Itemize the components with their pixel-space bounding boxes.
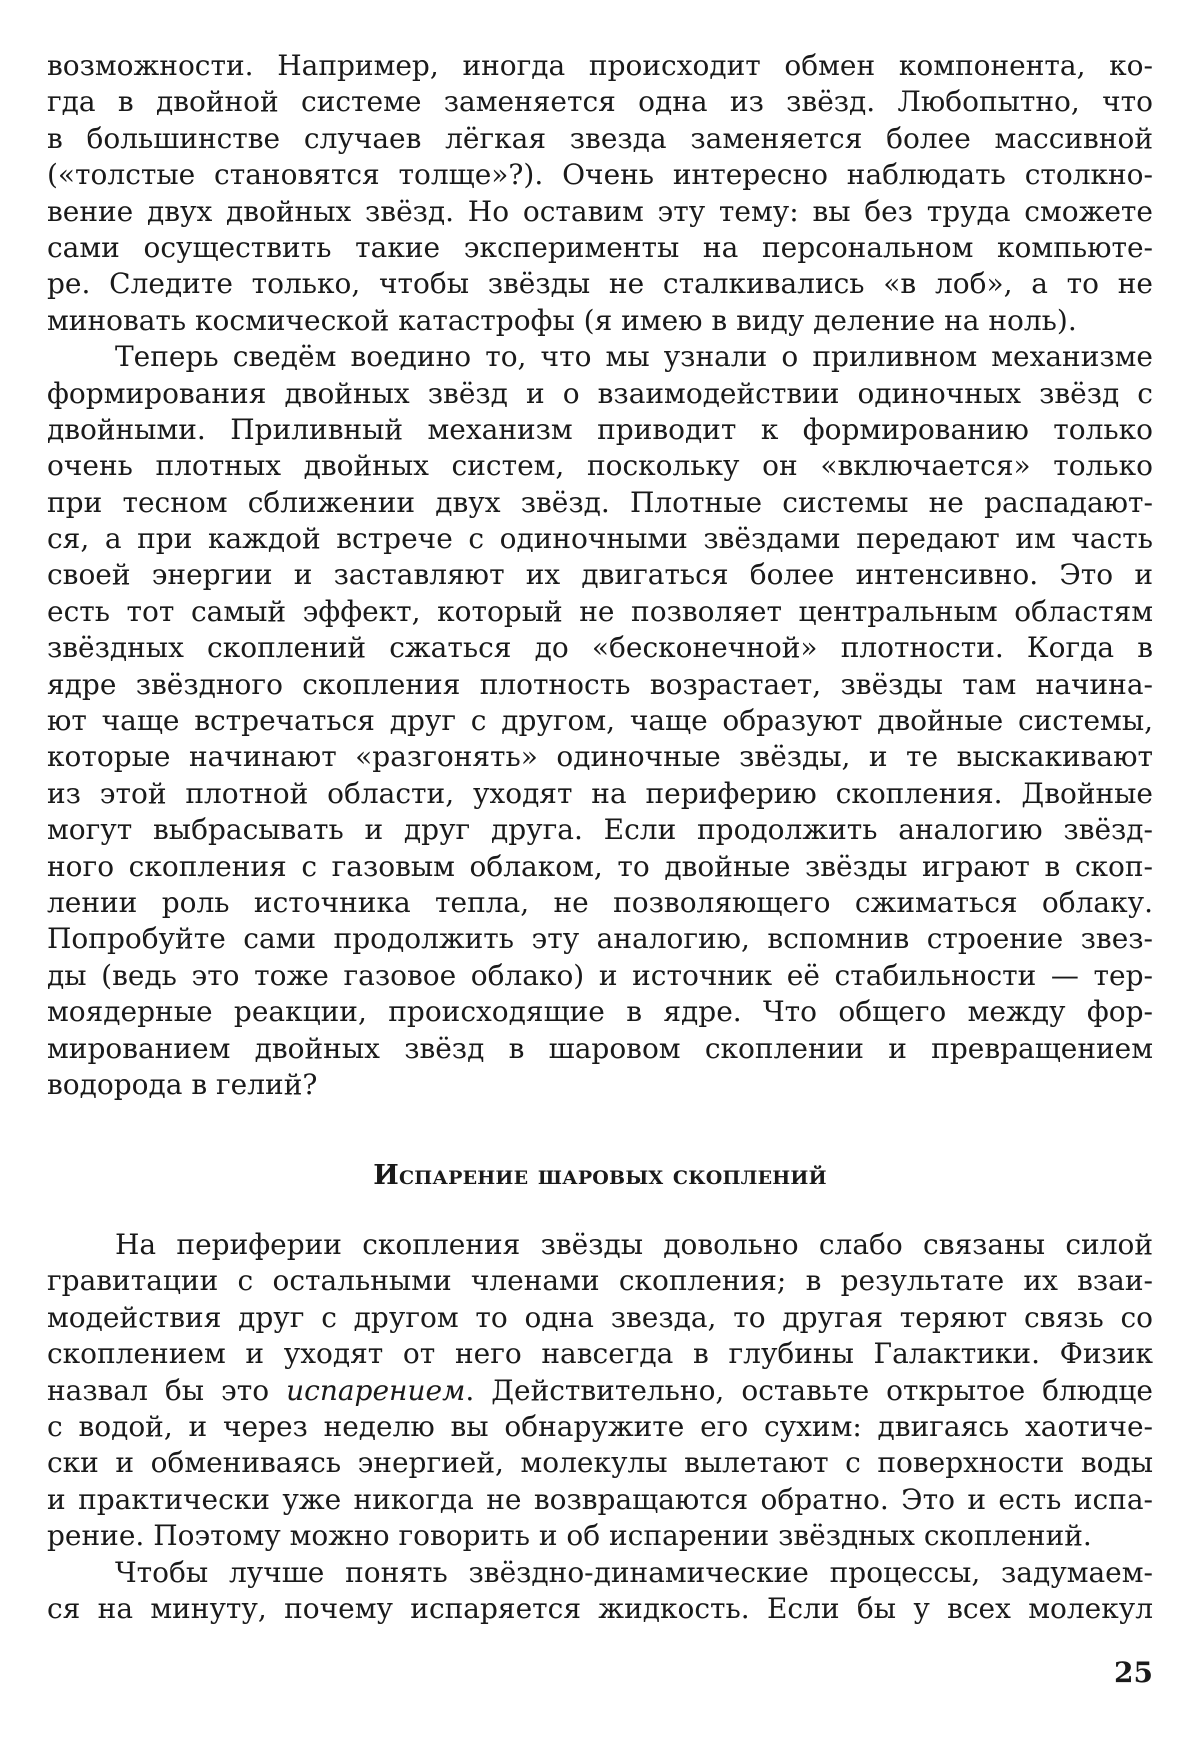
emphasized-term: испарением — [286, 1374, 465, 1407]
text-line: Чтобы лучше понять звёздно-динамические процессы, задумаем- — [47, 1555, 1153, 1591]
text-line: ного скопления с газовым облаком, то двойные звёзды играют в скоп- — [47, 849, 1153, 885]
text-line: очень плотных двойных систем, поскольку он «включается» только — [47, 448, 1153, 484]
text-line: ски и обмениваясь энергией, молекулы вылетают с поверхности воды — [47, 1445, 1153, 1481]
text-line: двойными. Приливный механизм приводит к формированию только — [47, 412, 1153, 448]
text-line: своей энергии и заставляют их двигаться более интенсивно. Это и — [47, 557, 1153, 593]
text-line: есть тот самый эффект, который не позволяет центральным областям — [47, 594, 1153, 630]
paragraph-tidal-mechanism — [47, 339, 1153, 1103]
page-number: 25 — [1114, 1656, 1153, 1689]
text-block-bottom — [47, 1227, 1153, 1627]
text-line: могут выбрасывать и друг друга. Если продолжить аналогию звёзд- — [47, 812, 1153, 848]
text-line: скоплением и уходят от него навсегда в глубины Галактики. Физик — [47, 1336, 1153, 1372]
text-line: ся на минуту, почему испаряется жидкость. Если бы у всех молекул — [47, 1591, 1153, 1627]
text-line: ют чаще встречаться друг с другом, чаще образуют двойные системы, — [47, 703, 1153, 739]
text-line: и практически уже никогда не возвращаются обратно. Это и есть испа- — [47, 1482, 1153, 1518]
book-page — [0, 0, 1200, 1737]
text-line: моядерные реакции, происходящие в ядре. Что общего между фор- — [47, 994, 1153, 1030]
text-line: с водой, и через неделю вы обнаружите его сухим: двигаясь хаотиче- — [47, 1409, 1153, 1445]
text-line: модействия друг с другом то одна звезда, то другая теряют связь со — [47, 1300, 1153, 1336]
text-line: миновать космической катастрофы (я имею в виду деление на ноль). — [47, 303, 1153, 339]
section-heading-text: Испарение шаровых скоплений — [373, 1160, 826, 1191]
text-line: которые начинают «разгонять» одиночные звёзды, и те выскакивают — [47, 739, 1153, 775]
text-line: Попробуйте сами продолжить эту аналогию, вспомнив строение звез- — [47, 921, 1153, 957]
text-line: гравитации с остальными членами скопления; в результате их взаи- — [47, 1263, 1153, 1299]
text-line: ре. Следите только, чтобы звёзды не сталкивались «в лоб», а то не — [47, 266, 1153, 302]
text-line: лении роль источника тепла, не позволяющего сжиматься облаку. — [47, 885, 1153, 921]
text-line: гда в двойной системе заменяется одна из звёзд. Любопытно, что — [47, 84, 1153, 120]
text-fragment: . Действительно, оставьте открытое блюдце — [465, 1374, 1153, 1407]
text-line: при тесном сближении двух звёзд. Плотные системы не распадают- — [47, 485, 1153, 521]
text-line: («толстые становятся толще»?). Очень интересно наблюдать столкно- — [47, 157, 1153, 193]
text-line: ды (ведь это тоже газовое облако) и источник её стабильности — тер- — [47, 958, 1153, 994]
text-fragment: назвал бы это — [47, 1374, 286, 1407]
text-line: мированием двойных звёзд в шаровом скоплении и превращением — [47, 1031, 1153, 1067]
paragraph-liquid-evaporation — [47, 1555, 1153, 1628]
text-line-with-emphasis — [47, 1373, 1153, 1409]
text-line: На периферии скопления звёзды довольно слабо связаны силой — [47, 1227, 1153, 1263]
text-line: рение. Поэтому можно говорить и об испарении звёздных скоплений. — [47, 1518, 1153, 1554]
text-line: Теперь сведём воедино то, что мы узнали о приливном механизме — [47, 339, 1153, 375]
text-line: ся, а при каждой встрече с одиночными звёздами передают им часть — [47, 521, 1153, 557]
text-line: вение двух двойных звёзд. Но оставим эту тему: вы без труда сможете — [47, 194, 1153, 230]
paragraph-continuation — [47, 48, 1153, 339]
text-line: сами осуществить такие эксперименты на персональном компьюте- — [47, 230, 1153, 266]
text-block-top — [47, 48, 1153, 1103]
section-heading — [47, 1160, 1153, 1191]
paragraph-evaporation — [47, 1227, 1153, 1555]
text-line: возможности. Например, иногда происходит обмен компонента, ко- — [47, 48, 1153, 84]
text-line: ядре звёздного скопления плотность возрастает, звёзды там начина- — [47, 667, 1153, 703]
text-line: водорода в гелий? — [47, 1067, 1153, 1103]
text-line: в большинстве случаев лёгкая звезда заменяется более массивной — [47, 121, 1153, 157]
text-line: из этой плотной области, уходят на периферию скопления. Двойные — [47, 776, 1153, 812]
text-line: звёздных скоплений сжаться до «бесконечной» плотности. Когда в — [47, 630, 1153, 666]
text-line: формирования двойных звёзд и о взаимодействии одиночных звёзд с — [47, 376, 1153, 412]
